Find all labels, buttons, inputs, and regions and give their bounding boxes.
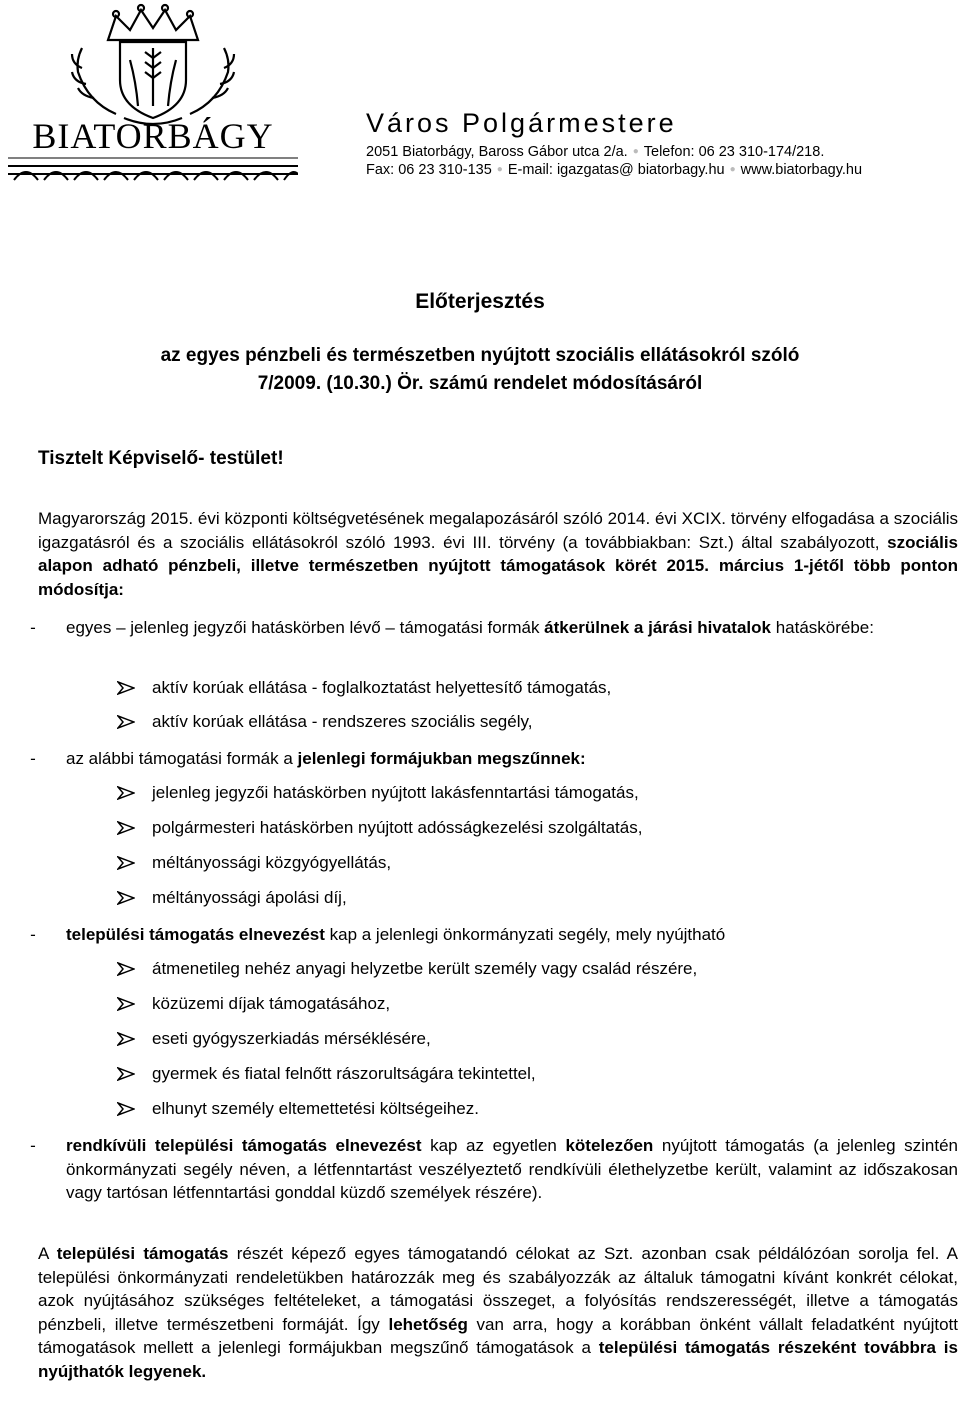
dash-marker: - bbox=[30, 1136, 36, 1155]
arrowhead-bullet-icon bbox=[117, 715, 135, 729]
logo-wordmark: BIATORBÁGY bbox=[32, 116, 274, 156]
list-item-section-2 bbox=[30, 747, 958, 771]
dash-marker: - bbox=[30, 749, 36, 768]
document-title: Előterjesztés bbox=[415, 290, 545, 313]
list-item-section-1 bbox=[30, 616, 958, 640]
arrowhead-bullet-icon bbox=[117, 1102, 135, 1116]
arrowhead-bullet-icon bbox=[117, 681, 135, 695]
arrowhead-bullet-icon bbox=[117, 1032, 135, 1046]
bullet-text: átmenetileg nehéz anyagi helyzetbe került személy vagy család részére, bbox=[152, 959, 698, 978]
bullet-text: méltányossági ápolási díj, bbox=[152, 888, 347, 907]
contact-line-1 bbox=[366, 143, 862, 161]
arrowhead-bullet-icon bbox=[117, 962, 135, 976]
city-coat-of-arms-logo bbox=[8, 2, 298, 182]
letterhead bbox=[366, 108, 862, 179]
section-1-text-end: hatáskörébe: bbox=[770, 618, 874, 637]
website-link[interactable]: www.biatorbagy.hu bbox=[740, 162, 863, 179]
closing-paragraph bbox=[38, 1242, 958, 1383]
intro-bold-text: szociális alapon adható pénzbeli, illetve természetben nyújtott támogatások körét 2015. március 1-jétől több ponton módosítja: bbox=[38, 532, 958, 599]
fax-text: Fax: 06 23 310-135 bbox=[366, 162, 492, 179]
subtitle-line-2: 7/2009. (10.30.) Ör. számú rendelet módosításáról bbox=[257, 373, 703, 394]
document-subtitle bbox=[0, 342, 960, 398]
list-item-section-4 bbox=[30, 1134, 958, 1205]
bullet-text: közüzemi díjak támogatásához, bbox=[152, 994, 391, 1013]
bullet-text: aktív korúak ellátása - rendszeres szociális segély, bbox=[152, 712, 533, 731]
separator-dot-icon: ● bbox=[496, 164, 503, 176]
section-2-text: az alábbi támogatási formák a bbox=[66, 749, 298, 768]
bullet-text: méltányossági közgyógyellátás, bbox=[152, 853, 392, 872]
closing-text-3: van arra, hogy a korábban önként vállalt feladatként nyújtott támogatások mellett a jelenlegi formájukban megszűnő támogatások a bbox=[38, 1314, 958, 1357]
arrowhead-bullet-icon bbox=[117, 821, 135, 835]
closing-bold: települési támogatás bbox=[56, 1244, 229, 1263]
intro-paragraph bbox=[38, 507, 958, 601]
dash-marker: - bbox=[30, 925, 36, 944]
closing-text-2: részét képező egyes támogatandó célokat az Szt. azonban csak példálózóan sorolja fel. A települési önkormányzati rendeletükben határozzák meg és szabályozzák az általuk támogatni kívánt konkrét célokat, azok nyújtásához szükséges feltételeket, a támogatási összeget, a folyósítás rendszerességét, illetve a támogatás pénzbeli, illetve természetbeni formáját. Így bbox=[38, 1244, 958, 1334]
arrowhead-bullet-icon bbox=[117, 891, 135, 905]
contact-line-2 bbox=[366, 161, 862, 179]
section-4-bold-2: kötelezően bbox=[565, 1136, 654, 1155]
intro-text: Magyarország 2015. évi központi költségvetésének megalapozásáról szóló 2014. évi XCIX. törvény elfogadása a szociális igazgatásról és a szociális ellátásokról szóló 1993. évi III. törvény (a továbbiakban: Szt.) által szabályozott, bbox=[38, 509, 958, 552]
section-4-bold: rendkívüli települési támogatás elnevezést bbox=[66, 1136, 422, 1155]
closing-bold-2: lehetőség bbox=[388, 1314, 468, 1334]
arrowhead-bullet-icon bbox=[117, 856, 135, 870]
separator-dot-icon: ● bbox=[632, 146, 639, 158]
list-item-section-3 bbox=[30, 923, 958, 947]
bullet-text: polgármesteri hatáskörben nyújtott adósságkezelési szolgáltatás, bbox=[152, 818, 643, 837]
email-text: E-mail: igazgatas@ biatorbagy.hu bbox=[507, 162, 725, 179]
section-4-text: kap az egyetlen bbox=[421, 1136, 566, 1155]
closing-bold-3: települési támogatás részeként továbbra is nyújthatók legyenek. bbox=[38, 1338, 958, 1381]
address-text: 2051 Biatorbágy, Baross Gábor utca 2/a. bbox=[366, 144, 628, 160]
section-2-bold: jelenlegi formájukban megszűnnek: bbox=[297, 749, 586, 768]
section-3-text: kap a jelenlegi önkormányzati segély, mely nyújtható bbox=[324, 925, 726, 944]
arrowhead-bullet-icon bbox=[117, 997, 135, 1011]
bullet-text: gyermek és fiatal felnőtt rászorultságára tekintettel, bbox=[152, 1064, 536, 1083]
bullet-text: jelenleg jegyzői hatáskörben nyújtott lakásfenntartási támogatás, bbox=[152, 783, 639, 802]
bullet-text: elhunyt személy eltemettetési költségeihez. bbox=[152, 1099, 479, 1118]
dash-marker: - bbox=[30, 618, 36, 637]
section-3-bold: települési támogatás elnevezést bbox=[66, 925, 325, 944]
section-1-text: egyes – jelenleg jegyzői hatáskörben lévő – támogatási formák bbox=[66, 618, 545, 637]
greeting: Tisztelt Képviselő- testület! bbox=[38, 448, 284, 469]
section-1-bold: átkerülnek a járási hivatalok bbox=[544, 618, 771, 637]
closing-text: A bbox=[38, 1244, 57, 1263]
arrowhead-bullet-icon bbox=[117, 1067, 135, 1081]
separator-dot-icon: ● bbox=[729, 164, 736, 176]
office-title: Város Polgármestere bbox=[366, 108, 677, 138]
section-4-text-end: nyújtott támogatás (a jelenleg szintén önkormányzati segély néven, a létfenntartást veszélyeztető rendkívüli élethelyzetbe került, valamint az időszakosan vagy tartósan létfenntartási gonddal küzdő személyek részére). bbox=[66, 1136, 958, 1202]
phone-text: Telefon: 06 23 310-174/218. bbox=[643, 144, 825, 160]
subtitle-line-1: az egyes pénzbeli és természetben nyújtott szociális ellátásokról szóló bbox=[160, 345, 800, 366]
bullet-text: aktív korúak ellátása - foglalkoztatást helyettesítő támogatás, bbox=[152, 678, 612, 697]
bullet-text: eseti gyógyszerkiadás mérséklésére, bbox=[152, 1029, 431, 1048]
arrowhead-bullet-icon bbox=[117, 786, 135, 800]
